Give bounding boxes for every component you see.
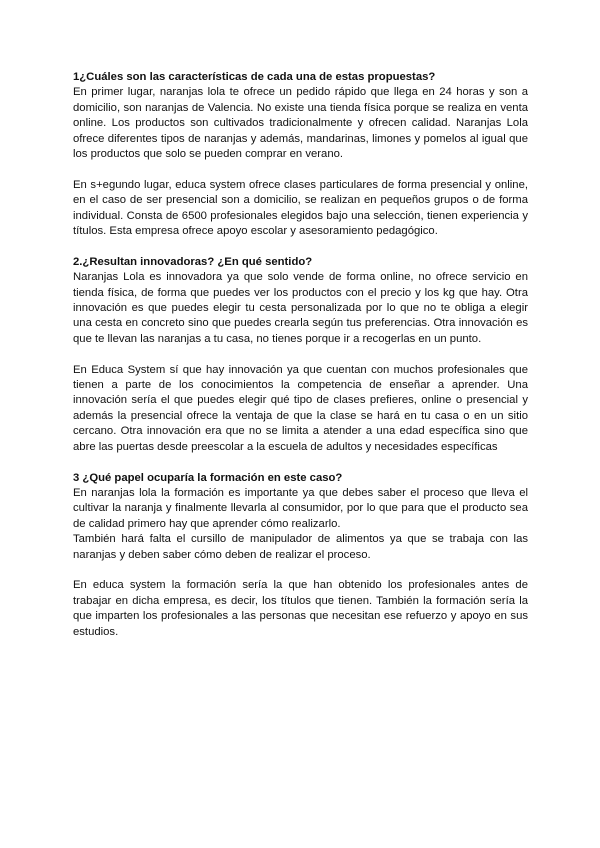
- question-3-heading: 3 ¿Qué papel ocuparía la formación en este caso?: [73, 471, 343, 484]
- paragraph-spacer: [73, 347, 528, 362]
- question-2-heading: 2.¿Resultan innovadoras? ¿En qué sentido?: [73, 255, 313, 268]
- answer-1-paragraph-educa-system: En s+egundo lugar, educa system ofrece clases particulares de forma presencial y online, en el caso de ser presencial son a domicilio, se realizan en pequeños grupos o de forma individual. Consta de 6500 profesionales elegidos bajo una selección, tienen experiencia y títulos. Esta empresa ofrece apoyo escolar y asesoramiento pedagógico.: [73, 178, 528, 238]
- answer-2-paragraph-educa-system: En Educa System sí que hay innovación ya que cuentan con muchos profesionales que tienen a parte de los conocimientos la competencia de enseñar a aprender. Una innovación sería el que puedes elegir qué tipo de clases prefieres, online o presencial y además la presencial ofrece la ventaja de que la clase se hará en tu casa o en un sitio cercano. Otra innovación era que no se limita a atender a una edad específica sino que abre las puertas desde preescolar a la escuela de adultos y necesidades específicas: [73, 363, 528, 453]
- question-1-heading: 1¿Cuáles son las características de cada una de estas propuestas?: [73, 71, 436, 83]
- answer-1-paragraph-naranjas-lola: En primer lugar, naranjas lola te ofrece un pedido rápido que llega en 24 horas y son a domicilio, son naranjas de Valencia. No existe una tienda física porque se realiza en venta online. Los productos son cultivados tradicionalmente y ofrecen calidad. Naranjas Lola ofrece diferentes tipos de naranjas y además, mandarinas, limones y pomelos al igual que los productos que solo se pueden comprar en verano.: [73, 86, 528, 161]
- paragraph-spacer: [73, 162, 528, 177]
- answer-3-paragraph-educa-system: En educa system la formación sería la que han obtenido los profesionales antes de trabajar en dicha empresa, es decir, los títulos que tienen. También la formación sería la que imparten los profesionales a las personas que necesitan ese refuerzo y apoyo en sus estudios.: [73, 579, 528, 638]
- answer-3-paragraph-manipulador: También hará falta el cursillo de manipulador de alimentos ya que se trabaja con las naranjas y deben saber cómo deben de realizar el proceso.: [73, 533, 528, 561]
- paragraph-spacer: [73, 455, 528, 470]
- answer-2-paragraph-naranjas-lola: Naranjas Lola es innovadora ya que solo vende de forma online, no ofrece servicio en tienda física, de forma que puedes ver los productos con el precio y los kg que hay. Otra innovación es que puedes elegir tu cesta personalizada por lo que no te obliga a elegir una cesta en concreto sino que puedes crearla según tus preferencias. Otra innovación es que te llevan las naranjas a tu casa, no tienes porque ir a recogerlas en un punto.: [73, 271, 528, 345]
- answer-3-paragraph-naranjas-lola: En naranjas lola la formación es importante ya que debes saber el proceso que lleva el cultivar la naranja y finalmente llevarla al consumidor, por lo que para que el producto sea de calidad primero hay que aprender cómo realizarlo.: [73, 486, 528, 530]
- document-page: [73, 70, 528, 640]
- paragraph-spacer: [73, 563, 528, 578]
- paragraph-spacer: [73, 239, 528, 254]
